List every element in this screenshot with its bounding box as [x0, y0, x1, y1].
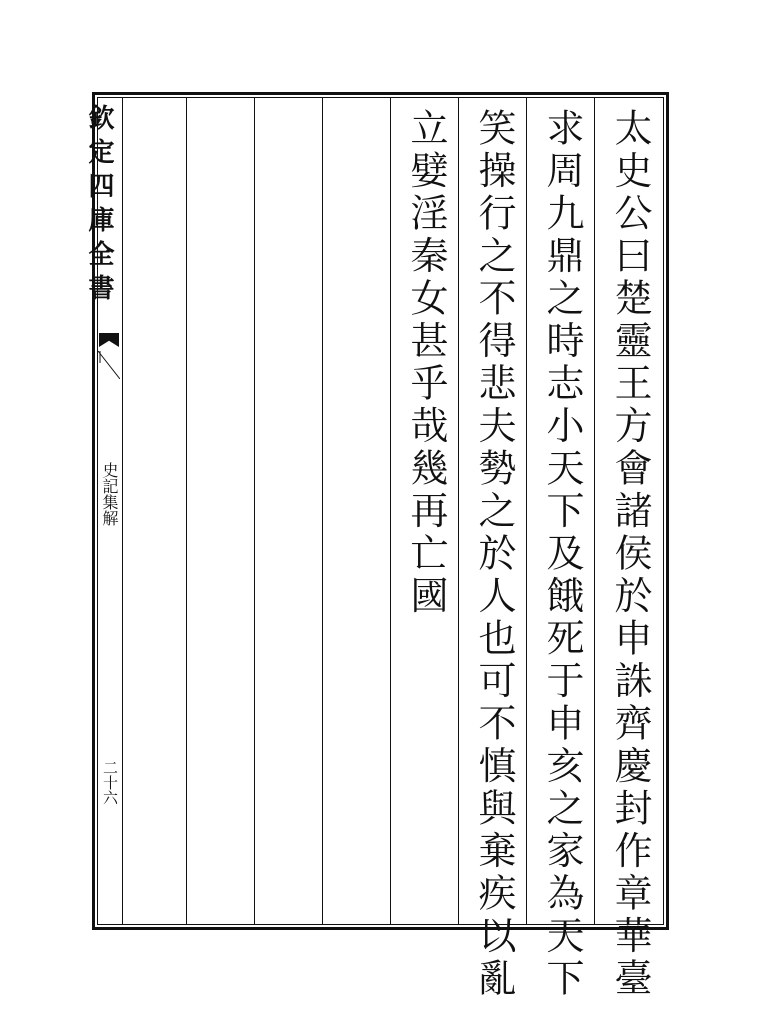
text-column-4: 立嬖淫秦女甚乎哉幾再亡國 — [404, 108, 448, 618]
series-title: 欽定四庫全書 — [84, 104, 114, 308]
column-rule — [186, 97, 187, 925]
text-column-2: 求周九鼎之時志小天下及餓死于申亥之家為天下 — [540, 108, 584, 1001]
column-rule — [390, 97, 391, 925]
page-number: 二十六 — [101, 760, 119, 805]
text-column-1: 太史公曰楚靈王方會諸侯於申誅齊慶封作章華臺 — [608, 108, 652, 1001]
column-rule — [254, 97, 255, 925]
column-rule — [458, 97, 459, 925]
book-title: 史記集解 — [100, 462, 119, 526]
column-rule — [594, 97, 595, 925]
fish-tail-rules — [98, 349, 120, 379]
column-rule — [526, 97, 527, 925]
text-column-3: 笑操行之不得悲夫勢之於人也可不慎與棄疾以亂 — [472, 108, 516, 1001]
column-rule — [322, 97, 323, 925]
margin-divider — [122, 97, 123, 925]
